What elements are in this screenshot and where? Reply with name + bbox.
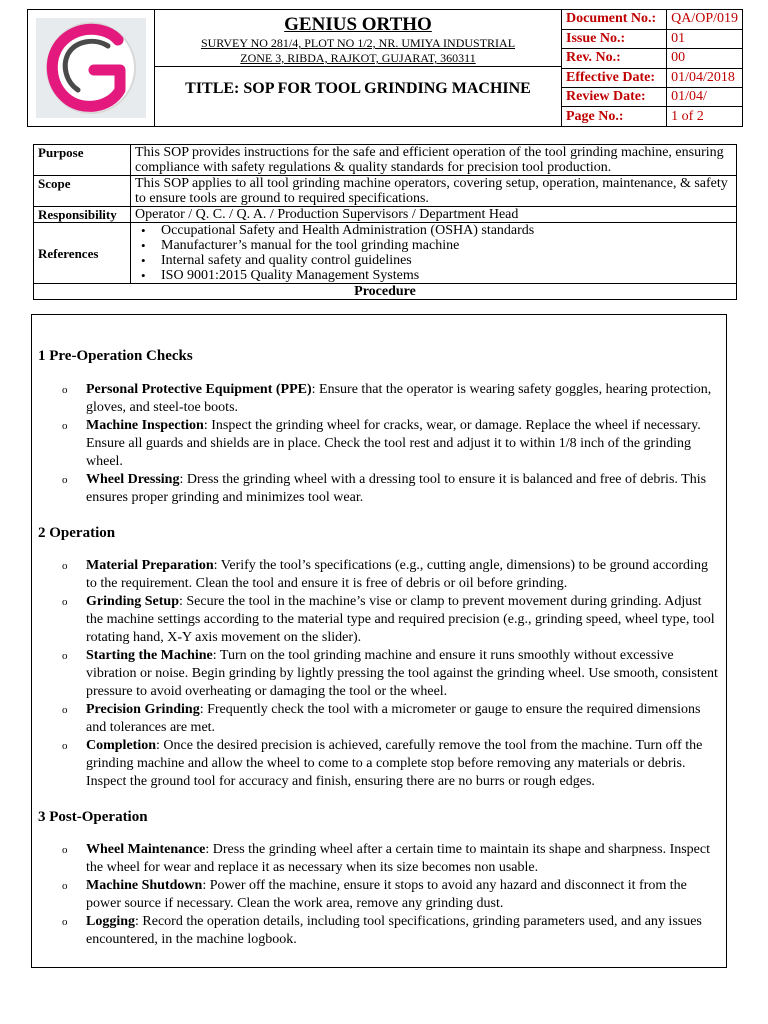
procedure-item — [32, 557, 726, 593]
procedure-item — [32, 877, 726, 913]
company-name: GENIUS ORTHO — [284, 14, 432, 35]
doc-field-row — [562, 29, 742, 48]
doc-field-row — [562, 107, 742, 126]
responsibility-row — [34, 207, 737, 223]
procedure-item-text: : Dress the grinding wheel after a certain time to maintain its shape and sharpness. Inspect the wheel for wear and replace it as necessary when its size becomes non usable. — [86, 842, 710, 875]
scope-label: Scope — [34, 176, 131, 207]
doc-field-row — [562, 88, 742, 107]
circle-bullet-icon: o — [62, 650, 68, 662]
procedure-item-term: Personal Protective Equipment (PPE) — [86, 382, 312, 397]
procedure-item-term: Completion — [86, 738, 156, 753]
procedure-item-term: Starting the Machine — [86, 648, 213, 663]
procedure-row — [34, 284, 737, 300]
reference-item: • Occupational Safety and Health Administration (OSHA) standards — [157, 223, 732, 238]
procedure-item-term: Wheel Maintenance — [86, 842, 206, 857]
circle-bullet-icon: o — [62, 704, 68, 716]
procedure-item-term: Grinding Setup — [86, 594, 179, 609]
section-heading: 2 Operation — [38, 525, 116, 541]
doc-field-value: 00 — [667, 49, 742, 68]
doc-field-row — [562, 10, 742, 29]
doc-field-value: QA/OP/019 — [667, 10, 742, 29]
company-block — [155, 10, 561, 67]
reference-item: • Internal safety and quality control guidelines — [157, 253, 732, 268]
document-title: TITLE: SOP FOR TOOL GRINDING MACHINE — [185, 80, 531, 97]
procedure-item-term: Precision Grinding — [86, 702, 200, 717]
circle-bullet-icon: o — [62, 474, 68, 486]
procedure-item — [32, 593, 726, 647]
procedure-item-text: : Dress the grinding wheel with a dressing tool to ensure it is balanced and free of debris. This ensures proper grinding and minimizes tool wear. — [86, 472, 707, 505]
logo-g-icon — [36, 18, 146, 118]
document-header — [27, 9, 743, 127]
section-items — [32, 381, 726, 507]
doc-field-value: 01/04/ — [667, 88, 742, 107]
circle-bullet-icon: o — [62, 880, 68, 892]
circle-bullet-icon: o — [62, 596, 68, 608]
procedure-item-term: Machine Shutdown — [86, 878, 203, 893]
procedure-item-text: : Frequently check the tool with a micrometer or gauge to ensure the required dimensions and tolerances are met. — [86, 702, 701, 735]
procedure-item-text: : Power off the machine, ensure it stops to avoid any hazard and disconnect it from the power source if necessary. Clean the work area, remove any grinding dust. — [86, 878, 687, 911]
responsibility-label: Responsibility — [34, 207, 131, 223]
section-items — [32, 841, 726, 949]
procedure-item — [32, 737, 726, 791]
references-list — [135, 223, 732, 283]
document-control-table — [562, 10, 742, 126]
procedure-box — [31, 314, 727, 968]
procedure-item-term: Wheel Dressing — [86, 472, 180, 487]
scope-row — [34, 176, 737, 207]
doc-field-label: Page No.: — [562, 107, 667, 126]
procedure-item-text: : Inspect the grinding wheel for cracks, wear, or damage. Replace the wheel if necessary. Ensure all guards and shields are in place. Check the tool rest and adjust it to within 1/8 inch of the grinding wheel. — [86, 418, 701, 469]
responsibility-text: Operator / Q. C. / Q. A. / Production Supervisors / Department Head — [131, 207, 737, 223]
procedure-item-term: Machine Inspection — [86, 418, 204, 433]
circle-bullet-icon: o — [62, 844, 68, 856]
procedure-item-term: Material Preparation — [86, 558, 214, 573]
procedure-item-text: : Verify the tool’s specifications (e.g., cutting angle, dimensions) to be ground according to the requirement. Clean the tool and ensure it is free of debris or oil before grinding. — [86, 558, 708, 591]
doc-field-label: Document No.: — [562, 10, 667, 29]
purpose-row — [34, 145, 737, 176]
procedure-item-term: Logging — [86, 914, 136, 929]
logo-cell — [28, 10, 155, 126]
doc-field-label: Rev. No.: — [562, 49, 667, 68]
circle-bullet-icon: o — [62, 560, 68, 572]
procedure-item-text: : Turn on the tool grinding machine and ensure it runs smoothly without excessive vibration or noise. Begin grinding by lightly pressing the tool against the grinding wheel. Use smooth, consistent pressure to avoid overheating or damaging the tool or the wheel. — [86, 648, 718, 699]
doc-field-row — [562, 49, 742, 68]
circle-bullet-icon: o — [62, 384, 68, 396]
address-line-1: SURVEY NO 281/4, PLOT NO 1/2, NR. UMIYA INDUSTRIAL — [200, 36, 516, 50]
doc-field-value: 1 of 2 — [667, 107, 742, 126]
procedure-item — [32, 471, 726, 507]
references-row — [34, 223, 737, 284]
sop-info-table — [33, 144, 737, 300]
procedure-item — [32, 417, 726, 471]
procedure-item-text: : Record the operation details, including tool specifications, grinding parameters used, and any issues encountered, in the machine logbook. — [86, 914, 702, 947]
doc-field-value: 01 — [667, 29, 742, 48]
purpose-label: Purpose — [34, 145, 131, 176]
procedure-item — [32, 381, 726, 417]
procedure-item-text: : Secure the tool in the machine’s vise or clamp to prevent movement during grinding. Adjust the machine settings according to the material type and required precision (e.g., grinding speed, wheel type, tool rotating hand, X-Y axis movement on the slider). — [86, 594, 715, 645]
circle-bullet-icon: o — [62, 420, 68, 432]
procedure-item-text: : Ensure that the operator is wearing safety goggles, hearing protection, gloves, and steel-toe boots. — [86, 382, 712, 415]
procedure-heading: Procedure — [34, 284, 737, 300]
procedure-item — [32, 913, 726, 949]
references-label: References — [34, 223, 131, 284]
reference-item: • Manufacturer’s manual for the tool grinding machine — [157, 238, 732, 253]
header-center — [155, 10, 562, 126]
reference-item: • ISO 9001:2015 Quality Management Systems — [157, 268, 732, 283]
doc-field-label: Review Date: — [562, 88, 667, 107]
procedure-item-text: : Once the desired precision is achieved, carefully remove the tool from the machine. Turn off the grinding machine and allow the wheel to come to a complete stop before removing any materials or debris. Inspect the ground tool for accuracy and finish, ensuring there are no burrs or rough edges. — [86, 738, 703, 789]
circle-bullet-icon: o — [62, 916, 68, 928]
company-logo — [36, 18, 146, 118]
doc-field-row — [562, 68, 742, 87]
procedure-item — [32, 647, 726, 701]
address-line-2: ZONE 3, RIBDA, RAJKOT, GUJARAT, 360311 — [240, 51, 476, 65]
purpose-text: This SOP provides instructions for the safe and efficient operation of the tool grinding machine, ensuring compliance with safety regulations & quality standards for precision tool production. — [131, 145, 737, 176]
references-list-cell — [131, 223, 737, 284]
section-items — [32, 557, 726, 791]
circle-bullet-icon: o — [62, 740, 68, 752]
procedure-item — [32, 841, 726, 877]
procedure-item — [32, 701, 726, 737]
doc-field-label: Issue No.: — [562, 29, 667, 48]
scope-text: This SOP applies to all tool grinding machine operators, covering setup, operation, maintenance, & safety to ensure tools are ground to required specifications. — [131, 176, 737, 207]
doc-field-value: 01/04/2018 — [667, 68, 742, 87]
section-heading: 3 Post-Operation — [38, 809, 148, 825]
section-heading: 1 Pre-Operation Checks — [38, 348, 193, 364]
doc-field-label: Effective Date: — [562, 68, 667, 87]
